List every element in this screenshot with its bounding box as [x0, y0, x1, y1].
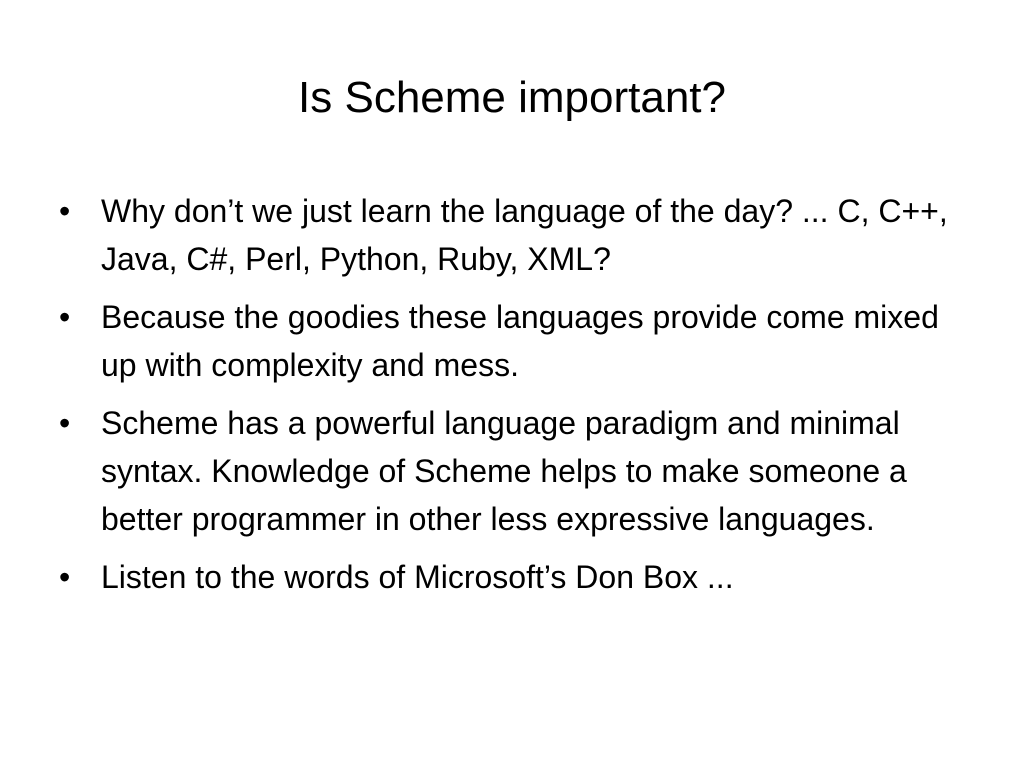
bullet-text: Listen to the words of Microsoft’s Don Box ...: [101, 559, 734, 595]
bullet-text: Why don’t we just learn the language of the day? ... C, C++, Java, C#, Perl, Python, Ruby, XML?: [101, 193, 948, 277]
bullet-marker: •: [59, 559, 71, 595]
bullet-item: [56, 553, 976, 601]
bullet-item: [56, 293, 976, 389]
bullet-marker: •: [59, 193, 71, 229]
bullet-text: Scheme has a powerful language paradigm and minimal syntax. Knowledge of Scheme helps to make someone a better programmer in other less expressive languages.: [101, 405, 907, 537]
bullet-marker: •: [59, 299, 71, 335]
slide-title: Is Scheme important?: [298, 73, 726, 122]
bullet-item: [56, 187, 976, 283]
bullet-marker: •: [59, 405, 71, 441]
bullet-list: [56, 187, 976, 611]
bullet-item: [56, 399, 976, 543]
bullet-text: Because the goodies these languages provide come mixed up with complexity and mess.: [101, 299, 939, 383]
